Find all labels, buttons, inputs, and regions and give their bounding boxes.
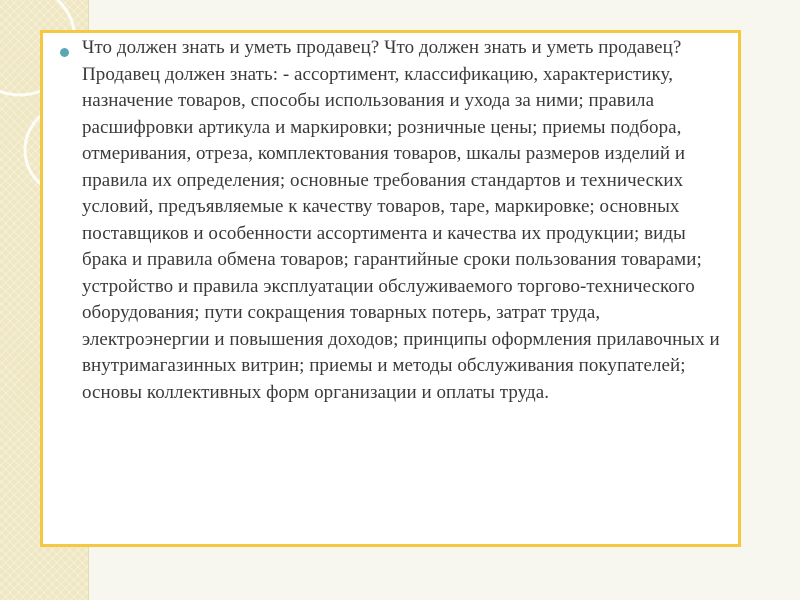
slide-content-frame (40, 30, 741, 547)
slide-body-text: Что должен знать и уметь продавец? Что должен знать и уметь продавец? Продавец должен знать: - ассортимент, классификацию, характеристику, назначение товаров, способы использования и ухода за ними; правила расшифровки артикула и маркировки; розничные цены; приемы подбора, отмеривания, отреза, комплектования товаров, шкалы размеров изделий и правила их определения; основные требования стандартов и технических условий, предъявляемые к качеству товаров, таре, маркировке; основных поставщиков и особенности ассортимента и качества их продукции; виды брака и правила обмена товаров; гарантийные сроки пользования товарами; устройство и правила эксплуатации обслуживаемого торгово-технического оборудования; пути сокращения товарных потерь, затрат труда, электроэнергии и повышения доходов; принципы оформления прилавочных и внутримагазинных витрин; приемы и методы обслуживания покупателей; основы коллективных форм организации и оплаты труда. (82, 37, 720, 403)
bullet-dot-icon (60, 48, 69, 57)
